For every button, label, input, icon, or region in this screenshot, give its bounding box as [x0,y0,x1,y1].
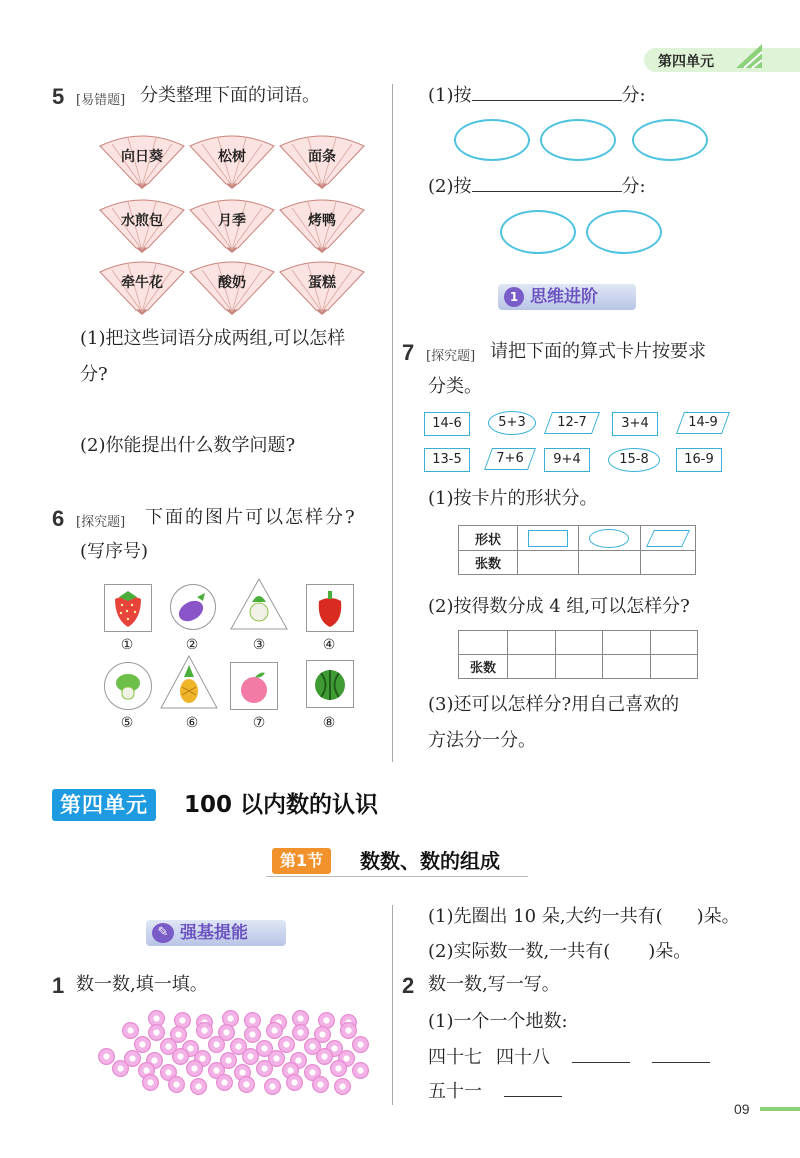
flower-icon [190,1078,207,1095]
sequence-number: 四十八 [496,1047,550,1068]
flower-icon [196,1022,213,1039]
sequence-number: 四十七 [428,1047,482,1068]
picture-label: ① [120,637,134,653]
question-title: 数一数,写一写。 [428,974,560,995]
q2-sub1: (1)一个一个地数: [428,1011,568,1032]
answer-cell[interactable] [555,655,603,679]
question-number: 7 [402,340,415,365]
flower-icon [244,1026,261,1043]
medal-icon: 1 [504,287,524,307]
table-row-header: 张数 [459,551,518,575]
pepper-icon [307,585,353,631]
question-title: 数一数,填一填。 [76,974,208,995]
picture-label: ⑦ [252,715,266,731]
flower-icon [112,1060,129,1077]
answer-cell[interactable] [555,631,603,655]
q7-sub1: (1)按卡片的形状分。 [428,488,598,509]
pineapple-icon [160,655,218,709]
fan-label: 月季 [218,213,246,229]
answer-cell[interactable] [603,655,651,679]
flower-icon [172,1048,189,1065]
q7-sub3: (3)还可以怎样分?用自己喜欢的 [428,694,680,715]
formula-card-parallelogram: 12-7 [548,412,596,434]
header-stripes-icon [732,42,766,70]
fan-label: 水煎包 [121,213,163,229]
table-shape-cell [579,526,640,551]
flower-icon [216,1074,233,1091]
answer-blank[interactable] [652,1062,710,1063]
flower-icon [98,1048,115,1065]
formula-card-rect: 14-6 [424,412,470,436]
q7-sub2: (2)按得数分成 4 组,可以怎样分? [428,596,690,617]
flower-icon [264,1078,281,1095]
table-row-header: 张数 [459,655,508,679]
question-number: 5 [52,84,65,109]
answer-oval[interactable] [454,119,530,161]
column-divider [392,905,393,1105]
eggplant-icon [171,585,215,629]
answer-cell[interactable] [650,655,698,679]
question-title: 分类整理下面的词语。 [140,85,320,106]
prompt-text: )朵。 [696,906,740,927]
answer-oval[interactable] [540,119,616,161]
fan-card [188,258,276,316]
q7-sub3b: 方法分一分。 [428,730,536,751]
count-sequence-1 [428,1049,710,1067]
flower-icon [242,1048,259,1065]
flower-icon [148,1024,165,1041]
column-divider [392,84,393,762]
fan-label: 烤鸭 [308,213,336,229]
answer-cell[interactable] [650,631,698,655]
formula-card-oval: 5+3 [488,411,536,435]
fan-label: 酸奶 [218,275,246,291]
formula-card-oval: 15-8 [608,448,660,472]
answer-cell[interactable] [508,631,556,655]
flower-icon [238,1076,255,1093]
flower-icon [122,1022,139,1039]
fan-card [278,196,366,254]
fan-card [188,196,276,254]
radish-icon [230,578,288,630]
table-row-header: 形状 [459,526,518,551]
flower-icon [352,1036,369,1053]
fan-label: 面条 [308,149,336,165]
flower-icon [292,1024,309,1041]
question-number: 2 [402,973,415,998]
fan-card [98,196,186,254]
q5-sub1: (1)把这些词语分成两组,可以怎样 [80,328,346,349]
picture-label: ② [185,637,199,653]
q1-sub1 [428,908,740,926]
fan-label: 蛋糕 [308,275,336,291]
prompt-text: 分: [621,176,646,197]
apple-picture [230,662,278,710]
question-number: 1 [52,973,65,998]
prompt-text: (1)先圈出 10 朵,大约一共有( [428,906,663,927]
strawberry-icon [105,585,151,631]
question-tag: [易错题] [76,93,126,108]
formula-card-rect: 16-9 [676,448,722,472]
table-shape-cell [640,526,695,551]
badge-label: 强基提能 [180,923,248,943]
question-title: 请把下面的算式卡片按要求 [490,341,706,362]
answer-cell[interactable] [579,551,640,575]
prompt-text: (1)按 [428,85,472,106]
formula-card-parallelogram: 7+6 [488,448,532,470]
answer-blank[interactable] [504,1096,562,1097]
group-prompt-2 [428,178,646,196]
page-number: 09 [734,1101,750,1117]
rectangle-shape-icon [528,530,568,547]
answer-blank[interactable] [472,191,622,192]
picture-label: ④ [322,637,336,653]
prompt-text: (2)按 [428,176,472,197]
shape-table [458,525,696,575]
cabbage-icon [105,663,151,709]
picture-label: ⑧ [322,715,336,731]
group-prompt-1 [428,87,646,105]
flower-icon [340,1022,357,1039]
answer-cell[interactable] [518,551,579,575]
flower-icon [352,1062,369,1079]
prompt-text: 分: [621,85,646,106]
answer-cell[interactable] [640,551,695,575]
unit-tag: 第四单元 [52,789,156,821]
picture-label: ③ [252,637,266,653]
picture-label: ⑤ [120,715,134,731]
header-unit-label: 第四单元 [658,53,714,69]
prompt-text: (2)实际数一数,一共有( [428,941,611,962]
formula-card-rect: 9+4 [544,448,590,472]
formula-card-parallelogram: 14-9 [680,412,726,434]
flower-icon [142,1074,159,1091]
flower-icon [330,1060,347,1077]
answer-cell[interactable] [459,631,508,655]
answer-blank[interactable] [572,1062,630,1063]
apple-icon [231,663,277,709]
pineapple-picture [160,655,218,709]
oval-shape-icon [589,529,629,548]
badge-label: 思维进阶 [530,287,598,307]
flower-icon [334,1078,351,1095]
q5-sub1b: 分? [80,364,108,385]
flower-icon [208,1036,225,1053]
sequence-number: 五十一 [428,1081,482,1102]
section-tag: 第1节 [272,848,331,874]
fan-card [278,132,366,190]
pencil-icon: ✎ [152,923,174,943]
section-badge [498,284,636,310]
strawberry-picture [104,584,152,632]
count-sequence-2 [428,1083,562,1101]
flower-icon [266,1022,283,1039]
answer-oval[interactable] [632,119,708,161]
flower-icon [286,1074,303,1091]
unit-title: 100 以内数的认识 [184,792,379,818]
question-number: 6 [52,506,65,531]
picture-label: ⑥ [185,715,199,731]
pepper-picture [306,584,354,632]
answer-oval[interactable] [500,210,576,254]
eggplant-picture [170,584,216,630]
cabbage-picture [104,662,152,710]
flower-icon [168,1076,185,1093]
answer-cell[interactable] [603,631,651,655]
q1-sub2 [428,943,691,961]
flower-icon [186,1060,203,1077]
fan-card [188,132,276,190]
flower-icon [316,1048,333,1065]
formula-card-rect: 3+4 [612,412,658,436]
flower-icon [312,1076,329,1093]
question-title: 下面的图片可以怎样分? [145,507,357,528]
answer-oval[interactable] [586,210,662,254]
table-shape-cell [518,526,579,551]
watermelon-icon [307,661,353,707]
prompt-text: )朵。 [648,941,692,962]
parallelogram-shape-icon [646,530,690,547]
fan-card [98,258,186,316]
fan-card [278,258,366,316]
radish-picture [230,578,288,630]
fan-label: 松树 [218,149,246,165]
footer-bar [760,1107,800,1111]
result-table [458,630,698,679]
answer-blank[interactable] [472,100,622,101]
fan-label: 向日葵 [121,149,163,165]
fan-label: 牵牛花 [121,275,163,291]
answer-cell[interactable] [508,655,556,679]
q5-sub2: (2)你能提出什么数学问题? [80,435,296,456]
question-title-2: (写序号) [80,541,149,562]
question-tag: [探究题] [426,349,476,364]
question-tag: [探究题] [76,515,126,530]
question-title-2: 分类。 [428,376,482,397]
watermelon-picture [306,660,354,708]
fan-card [98,132,186,190]
formula-card-rect: 13-5 [424,448,470,472]
section-title: 数数、数的组成 [360,849,500,873]
flower-icon [256,1060,273,1077]
section-badge [146,920,286,946]
